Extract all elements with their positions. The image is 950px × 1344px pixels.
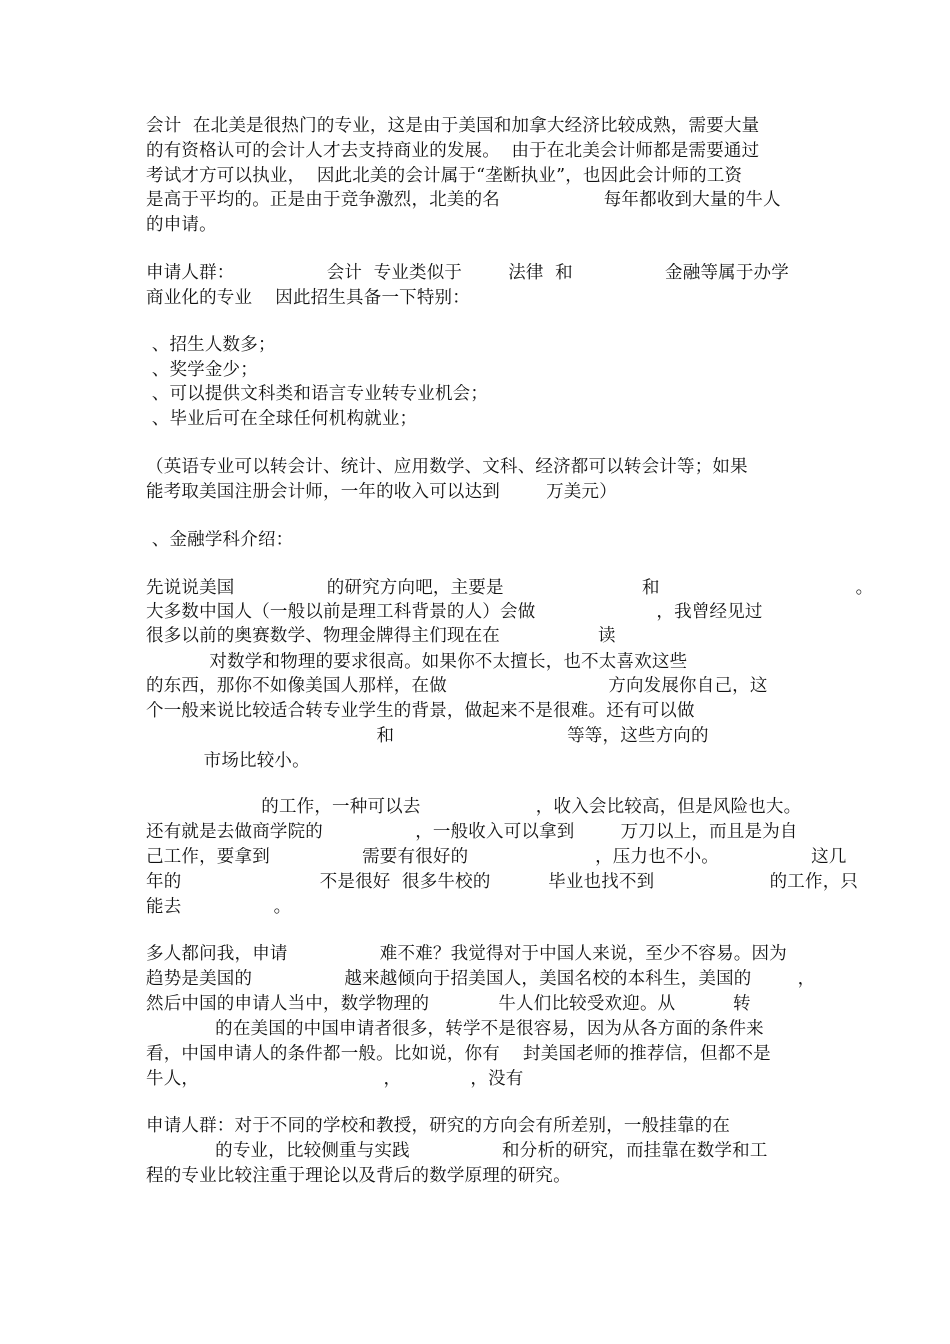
paragraph-6-line-2: 趋势是美国的 越来越倾向于招美国人，美国名校的本科生，美国的 ， [146,969,816,989]
paragraph-5-line-5: 能去 。 [146,897,292,917]
paragraph-4-line-3: 很多以前的奥赛数学、物理金牌得主们现在在 读 [146,626,616,646]
paragraph-5-line-4: 年的 不是很好 很多牛校的 毕业也找不到 的工作，只 [146,872,859,892]
paragraph-4-line-7: 和 等等，这些方向的 [146,726,709,746]
paragraph-4-line-1: 先说说美国 的研究方向吧，主要是 和 。 [146,578,874,598]
list-item-3: 、可以提供文科类和语言专业转专业机会； [146,384,489,404]
paragraph-6-line-5: 看，中国申请人的条件都一般。比如说，你有 封美国老师的推荐信，但都不是 [146,1044,771,1064]
paragraph-6-line-6: 牛人， ， ，没有 [146,1069,524,1089]
paragraph-7-line-2: 的专业，比较侧重与实践 和分析的研究，而挂靠在数学和工 [146,1141,768,1161]
paragraph-5-line-3: 己工作，要拿到 需要有很好的 ，压力也不小。 这几 [146,847,847,867]
paragraph-7-line-1: 申请人群：对于不同的学校和教授，研究的方向会有所差别，一般挂靠的在 [146,1116,731,1136]
list-item-2: 、奖学金少； [146,360,258,380]
paragraph-1-line-4: 是高于平均的。正是由于竞争激烈，北美的名 每年都收到大量的牛人 [146,190,781,210]
paragraph-4-line-4: 对数学和物理的要求很高。如果你不太擅长，也不太喜欢这些 [146,652,688,672]
paragraph-4-line-5: 的东西，那你不如像美国人那样，在做 方向发展你自己，这 [146,676,768,696]
list-item-4: 、毕业后可在全球任何机构就业； [146,409,418,429]
paragraph-3-line-1: （英语专业可以转会计、统计、应用数学、文科、经济都可以转会计等；如果 [146,457,748,477]
paragraph-5-line-1: 的工作，一种可以去 ，收入会比较高，但是风险也大。 [146,797,802,817]
paragraph-4-line-8: 市场比较小。 [146,751,310,771]
paragraph-7-line-3: 程的专业比较注重于理论以及背后的数学原理的研究。 [146,1166,571,1186]
paragraph-2-line-1: 申请人群： 会计 专业类似于 法律 和 金融等属于办学 [146,263,789,283]
paragraph-5-line-2: 还有就是去做商学院的 ，一般收入可以拿到 万刀以上，而且是为自 [146,822,798,842]
paragraph-4-line-2: 大多数中国人（一般以前是理工科背景的人）会做 ，我曾经见过 [146,602,763,622]
paragraph-1-line-5: 的申请。 [146,215,217,235]
paragraph-6-line-3: 然后中国的申请人当中，数学物理的 牛人们比较受欢迎。从 转 [146,994,751,1014]
list-item-1: 、招生人数多； [146,335,276,355]
paragraph-3-line-2: 能考取美国注册会计师，一年的收入可以达到 万美元） [146,482,617,502]
paragraph-1-line-2: 的有资格认可的会计人才去支持商业的发展。 由于在北美会计师都是需要通过 [146,141,760,161]
paragraph-1-line-1: 会计 在北美是很热门的专业，这是由于美国和加拿大经济比较成熟，需要大量 [146,116,760,136]
paragraph-6-line-4: 的在美国的中国申请者很多，转学不是很容易，因为从各方面的条件来 [146,1019,764,1039]
section-heading-finance: 、金融学科介绍： [146,530,294,550]
paragraph-2-line-2: 商业化的专业 因此招生具备一下特别： [146,288,470,308]
paragraph-4-line-6: 个一般来说比较适合转专业学生的背景，做起来不是很难。还有可以做 [146,701,695,721]
paragraph-1-line-3: 考试才方可以执业， 因此北美的会计属于“垄断执业”，也因此会计师的工资 [146,166,743,186]
paragraph-6-line-1: 多人都问我，申请 难不难？我觉得对于中国人来说，至少不容易。因为 [146,944,787,964]
